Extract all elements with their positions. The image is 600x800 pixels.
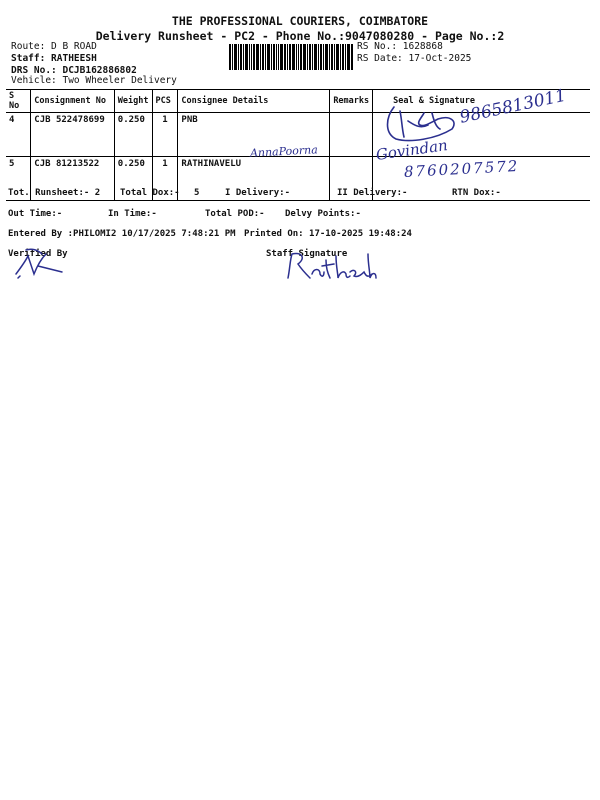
- cell-weight: 0.250: [114, 113, 152, 157]
- row5-consignee-handwriting: AnnaPoorna: [249, 143, 319, 160]
- total-runsheet: Tot. Runsheet:- 2: [8, 188, 101, 198]
- cell-sno: 5: [6, 157, 31, 201]
- staff-label: Staff: RATHEESH: [11, 53, 97, 64]
- i-delivery-label: I Delivery:-: [225, 188, 291, 198]
- runsheet-subtitle: Delivery Runsheet - PC2 - Phone No.:9047080280 - Page No.:2: [95, 29, 505, 43]
- cell-consignment: CJB 522478699: [31, 113, 115, 157]
- col-remarks: Remarks: [330, 90, 373, 113]
- drs-number: DRS No.: DCJB162886802: [11, 65, 137, 76]
- cell-sno: 4: [6, 113, 31, 157]
- verifier-signature-icon: [12, 246, 64, 280]
- staff-signature-icon: [284, 250, 378, 282]
- row5-receiver-handwriting: Govindan: [374, 136, 449, 164]
- printed-on: Printed On: 17-10-2025 19:48:24: [244, 229, 412, 239]
- row4-phone-handwriting: 9865813011: [457, 85, 568, 128]
- row5-phone-handwriting: 8760207572: [403, 156, 520, 181]
- total-dox-value: 5: [194, 188, 200, 198]
- delvy-points-label: Delvy Points:-: [285, 209, 361, 219]
- cell-weight: 0.250: [114, 157, 152, 201]
- col-sno: S No: [6, 90, 31, 113]
- col-consignee: Consignee Details: [178, 90, 330, 113]
- total-dox-label: Total Dox:-: [120, 188, 180, 198]
- col-pcs: PCS: [152, 90, 178, 113]
- col-weight: Weight: [114, 90, 152, 113]
- total-pod-label: Total POD:-: [205, 209, 265, 219]
- cell-consignee: PNB: [178, 113, 330, 157]
- col-seal-signature: Seal & Signature: [373, 90, 590, 113]
- vehicle-label: Vehicle: Two Wheeler Delivery: [11, 75, 177, 86]
- barcode-icon: [229, 44, 353, 70]
- cell-consignment: CJB 81213522: [31, 157, 115, 201]
- rs-number: RS No.: 1628868: [357, 41, 443, 52]
- verified-by-label: Verified By: [8, 249, 68, 259]
- cell-pcs: 1: [152, 157, 178, 201]
- entered-by: Entered By :PHILOMI2 10/17/2025 7:48:21 PM: [8, 229, 236, 239]
- out-time-label: Out Time:-: [8, 209, 63, 219]
- rtn-dox-label: RTN Dox:-: [452, 188, 501, 198]
- in-time-label: In Time:-: [108, 209, 157, 219]
- cell-pcs: 1: [152, 113, 178, 157]
- route-label: Route: D B ROAD: [11, 41, 97, 52]
- staff-signature-label: Staff Signature: [266, 249, 348, 259]
- cell-remarks: [330, 113, 373, 157]
- col-consignment: Consignment No: [31, 90, 115, 113]
- cell-consignee: RATHINAVELU: [178, 157, 330, 201]
- company-title: THE PROFESSIONAL COURIERS, COIMBATORE: [171, 14, 429, 28]
- ii-delivery-label: II Delivery:-: [337, 188, 408, 198]
- rs-date: RS Date: 17-Oct-2025: [357, 53, 472, 64]
